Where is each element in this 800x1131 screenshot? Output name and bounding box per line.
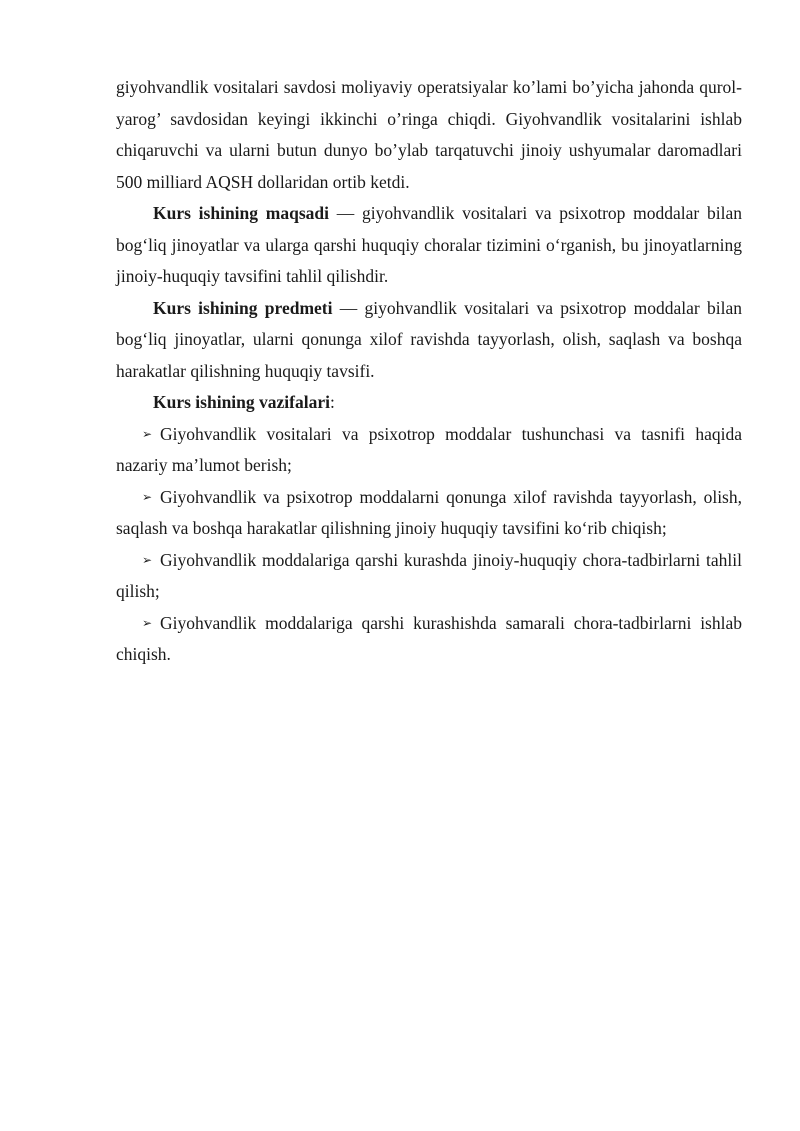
arrow-bullet-icon: ➢: [142, 489, 153, 504]
arrow-bullet-icon: ➢: [142, 426, 153, 441]
list-item: [116, 545, 742, 608]
intro-paragraph: giyohvandlik vositalari savdosi moliyaviy operatsiyalar ko’lami bo’yicha jahonda qurol-yarog’ savdosidan keyingi ikkinchi o’ringa chiqdi. Giyohvandlik vositalarini ishlab chiqaruvchi va ularni butun dunyo bo’ylab tarqatuvchi jinoiy ushyumalar daromadlari 500 milliard AQSH dollaridan ortib ketdi.: [116, 77, 742, 192]
tasks-heading: [116, 387, 742, 419]
goal-paragraph: [116, 198, 742, 293]
subject-text: — giyohvandlik vositalari va psixotrop moddalar bilan bog‘liq jinoyatlar, ularni qonunga xilof ravishda tayyorlash, olish, saqlash va boshqa harakatlar qilishning huquqiy tavsifi.: [116, 297, 742, 381]
list-item: [116, 608, 742, 671]
tasks-suffix: :: [329, 392, 335, 412]
list-item: [116, 482, 742, 545]
list-item-text: Giyohvandlik moddalariga qarshi kurashda jinoiy-huquqiy chora-tadbirlarni tahlil qilish;: [116, 549, 742, 601]
goal-text: — giyohvandlik vositalari va psixotrop moddalar bilan bog‘liq jinoyatlar va ularga qarshi huquqiy choralar tizimini o‘rganish, bu jinoyatlarning jinoiy-huquqiy tavsifini tahlil qilishdir.: [116, 203, 742, 286]
subject-paragraph: [116, 293, 742, 388]
document-page: [116, 72, 742, 671]
arrow-bullet-icon: ➢: [142, 615, 153, 630]
list-item: [116, 419, 742, 482]
goal-term: Kurs ishining maqsadi: [153, 203, 329, 223]
arrow-bullet-icon: ➢: [142, 552, 153, 567]
tasks-term: Kurs ishining vazifalari: [153, 392, 330, 412]
list-item-text: Giyohvandlik vositalari va psixotrop moddalar tushunchasi va tasnifi haqida nazariy ma’lumot berish;: [116, 423, 742, 475]
list-item-text: Giyohvandlik moddalariga qarshi kurashishda samarali chora-tadbirlarni ishlab chiqish.: [116, 612, 742, 664]
subject-term: Kurs ishining predmeti: [153, 297, 333, 318]
list-item-text: Giyohvandlik va psixotrop moddalarni qonunga xilof ravishda tayyorlash, olish, saqlash va boshqa harakatlar qilishning jinoiy huquqiy tavsifini ko‘rib chiqish;: [116, 486, 742, 538]
